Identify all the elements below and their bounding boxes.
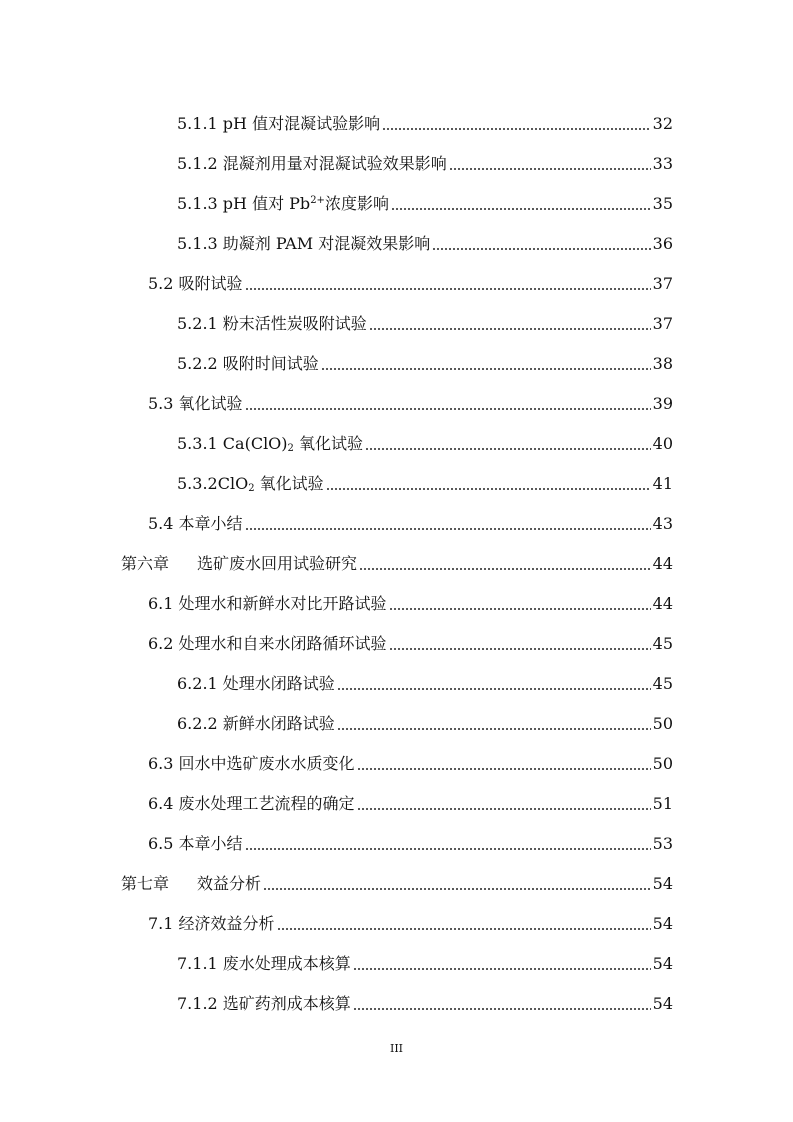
toc-entry-title-part: 5.1.3 pH 值对 Pb	[177, 194, 311, 213]
toc-entry[interactable]	[177, 310, 673, 334]
toc-entry-title: 7.1 经济效益分析	[148, 914, 275, 933]
toc-entry-page: 33	[652, 154, 673, 173]
toc-entry[interactable]	[148, 270, 673, 294]
toc-chapter-title: 选矿废水回用试验研究	[197, 554, 358, 573]
toc-entry-page: 54	[652, 954, 673, 973]
toc-entry-title-part: 5.3.2ClO	[177, 474, 249, 493]
toc-dot-leader	[245, 848, 651, 850]
toc-entry-title-part: 氧化试验	[254, 474, 324, 493]
toc-dot-leader	[382, 128, 651, 130]
toc-dot-leader	[277, 928, 651, 930]
toc-entry-page: 53	[652, 834, 673, 853]
toc-entry[interactable]	[177, 950, 673, 974]
toc-dot-leader	[359, 568, 651, 570]
toc-entry[interactable]	[148, 630, 673, 654]
toc-entry-title: 5.1.3 助凝剂 PAM 对混凝效果影响	[177, 234, 431, 253]
toc-entry-title: 5.4 本章小结	[148, 514, 243, 533]
toc-chapter-label: 第七章	[121, 874, 170, 893]
toc-entry-title: 5.2.2 吸附时间试验	[177, 354, 319, 373]
toc-entry-title: 6.3 回水中选矿废水水质变化	[148, 754, 355, 773]
toc-dot-leader	[449, 168, 651, 170]
toc-entry[interactable]	[177, 990, 673, 1014]
toc-entry-title: 6.2.2 新鲜水闭路试验	[177, 714, 335, 733]
toc-entry-title: 6.5 本章小结	[148, 834, 243, 853]
toc-entry-page: 39	[652, 394, 673, 413]
toc-entry-page: 44	[652, 594, 673, 613]
toc-dot-leader	[353, 1008, 651, 1010]
toc-entry-title-part: 氧化试验	[293, 434, 364, 453]
toc-entry-page: 43	[652, 514, 673, 533]
toc-entry-page: 35	[652, 194, 673, 213]
toc-chapter-label: 第六章	[121, 554, 170, 573]
toc-entry-page: 37	[652, 314, 673, 333]
toc-entry-page: 50	[652, 714, 673, 733]
toc-dot-leader	[369, 328, 651, 330]
toc-dot-leader	[245, 408, 651, 410]
toc-chapter-entry[interactable]	[121, 870, 673, 894]
toc-entry-title	[177, 194, 389, 214]
toc-dot-leader	[365, 448, 651, 450]
toc-dot-leader	[326, 488, 651, 490]
toc-entry[interactable]	[177, 670, 673, 694]
toc-entry-title	[177, 434, 363, 454]
toc-dot-leader	[357, 808, 651, 810]
toc-entry[interactable]	[148, 390, 673, 414]
toc-entry-title	[121, 554, 357, 574]
toc-entry-title-part: 5.3.1 Ca(ClO)	[177, 434, 288, 453]
toc-entry-title	[177, 474, 324, 494]
toc-dot-leader	[337, 688, 651, 690]
toc-entry-page: 51	[652, 794, 673, 813]
toc-entry-title: 6.4 废水处理工艺流程的确定	[148, 794, 355, 813]
toc-dot-leader	[263, 888, 651, 890]
toc-entry-page: 54	[652, 994, 673, 1013]
toc-entry[interactable]	[148, 910, 673, 934]
toc-entry-page: 37	[652, 274, 673, 293]
toc-dot-leader	[432, 248, 650, 250]
toc-chapter-title: 效益分析	[197, 874, 262, 893]
toc-entry-page: 36	[652, 234, 673, 253]
page-number: III	[389, 1042, 404, 1055]
toc-entry-page: 54	[652, 914, 673, 933]
toc-entry-title: 6.2.1 处理水闭路试验	[177, 674, 335, 693]
toc-entry[interactable]	[177, 470, 673, 494]
toc-entry[interactable]	[148, 790, 673, 814]
toc-entry[interactable]	[148, 750, 673, 774]
toc-entry-title-superscript: 2+	[310, 195, 325, 206]
toc-dot-leader	[321, 368, 651, 370]
toc-dot-leader	[391, 208, 651, 210]
toc-entry[interactable]	[177, 230, 673, 254]
toc-entry-page: 40	[652, 434, 673, 453]
toc-dot-leader	[357, 768, 651, 770]
toc-entry-page: 50	[652, 754, 673, 773]
toc-entry-title: 7.1.1 废水处理成本核算	[177, 954, 351, 973]
toc-entry-page: 45	[652, 634, 673, 653]
toc-entry[interactable]	[177, 350, 673, 374]
toc-dot-leader	[353, 968, 651, 970]
toc-dot-leader	[245, 288, 651, 290]
toc-entry-page: 54	[652, 874, 673, 893]
toc-entry-title-subscript: 2	[248, 483, 255, 494]
toc-entry-title: 5.1.2 混凝剂用量对混凝试验效果影响	[177, 154, 447, 173]
toc-dot-leader	[245, 528, 651, 530]
toc-entry-title: 5.2 吸附试验	[148, 274, 243, 293]
toc-entry-title: 5.2.1 粉末活性炭吸附试验	[177, 314, 367, 333]
toc-entry[interactable]	[177, 710, 673, 734]
toc-entry-page: 41	[652, 474, 673, 493]
toc-entry[interactable]	[148, 510, 673, 534]
toc-dot-leader	[389, 648, 651, 650]
toc-entry-title	[121, 874, 261, 894]
toc-entry-page: 45	[652, 674, 673, 693]
toc-chapter-entry[interactable]	[121, 550, 673, 574]
toc-entry-title: 6.2 处理水和自来水闭路循环试验	[148, 634, 387, 653]
toc-entry[interactable]	[177, 190, 673, 214]
toc-dot-leader	[389, 608, 651, 610]
toc-entry-title: 6.1 处理水和新鲜水对比开路试验	[148, 594, 387, 613]
toc-entry[interactable]	[177, 430, 673, 454]
toc-entry-title: 5.3 氧化试验	[148, 394, 243, 413]
toc-entry[interactable]	[177, 110, 673, 134]
toc-entry-page: 38	[652, 354, 673, 373]
toc-entry-title: 7.1.2 选矿药剂成本核算	[177, 994, 351, 1013]
toc-entry-title: 5.1.1 pH 值对混凝试验影响	[177, 114, 381, 133]
toc-dot-leader	[337, 728, 651, 730]
toc-entry-page: 32	[652, 114, 673, 133]
toc-entry[interactable]	[148, 590, 673, 614]
toc-entry[interactable]	[148, 830, 673, 854]
toc-entry-page: 44	[652, 554, 673, 573]
toc-entry-title-part: 浓度影响	[324, 194, 389, 213]
toc-entry[interactable]	[177, 150, 673, 174]
toc-entry-title-subscript: 2	[287, 443, 294, 454]
